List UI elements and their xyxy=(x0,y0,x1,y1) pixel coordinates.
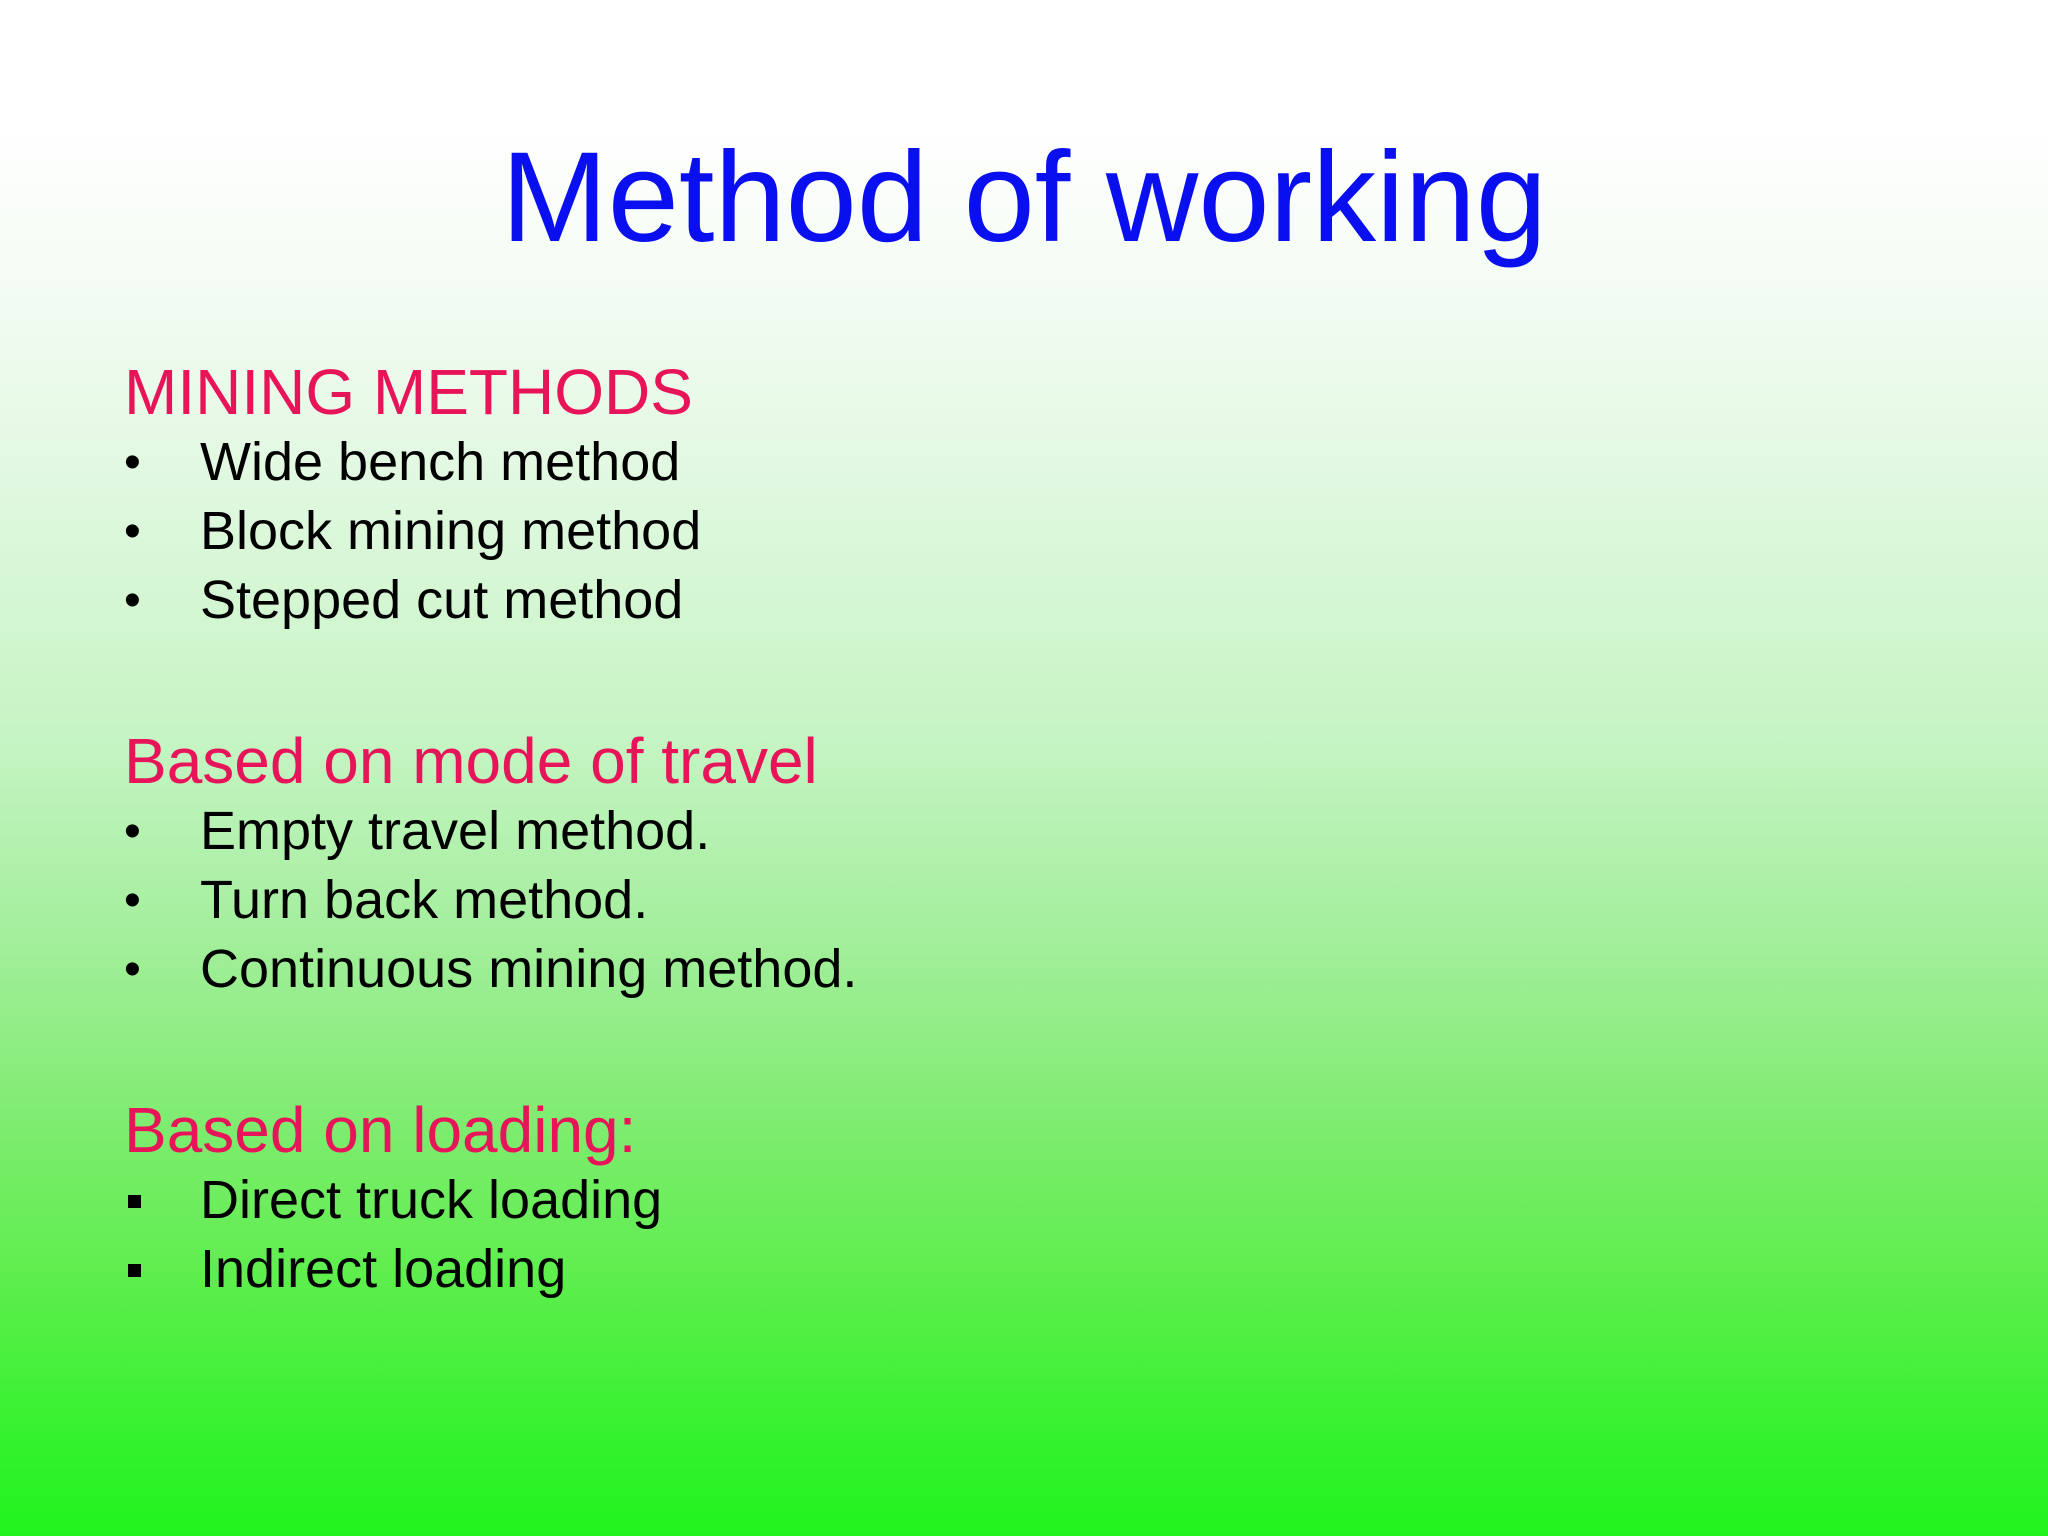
list-item xyxy=(124,797,818,866)
bullet-list xyxy=(124,428,702,635)
list-item xyxy=(124,1235,636,1304)
bullet-dot-icon: • xyxy=(124,436,141,489)
list-item xyxy=(124,497,702,566)
list-item-text: Stepped cut method xyxy=(200,570,684,630)
bullet-dot-icon: • xyxy=(124,874,141,927)
bullet-dot-icon: • xyxy=(124,505,141,558)
bullet-square-icon xyxy=(128,1264,141,1277)
list-item-text: Empty travel method. xyxy=(200,801,711,861)
section-mining-methods xyxy=(124,356,702,635)
list-item xyxy=(124,866,818,935)
slide-title: Method of working xyxy=(501,126,1547,269)
section-heading: Based on mode of travel xyxy=(124,725,818,797)
bullet-dot-icon: • xyxy=(124,574,141,627)
bullet-dot-icon: • xyxy=(124,943,141,996)
section-based-on-loading xyxy=(124,1094,663,1304)
bullet-square-icon xyxy=(128,1195,141,1208)
bullet-list xyxy=(124,1166,663,1304)
section-mode-of-travel xyxy=(124,725,858,1004)
list-item xyxy=(124,566,693,635)
list-item xyxy=(124,1166,663,1235)
list-item-text: Wide bench method xyxy=(200,432,681,492)
list-item xyxy=(124,935,858,1004)
list-item-text: Indirect loading xyxy=(200,1239,567,1299)
list-item-text: Direct truck loading xyxy=(200,1170,663,1230)
section-heading: Based on loading: xyxy=(124,1094,637,1166)
bullet-list xyxy=(124,797,858,1004)
list-item-text: Turn back method. xyxy=(200,870,649,930)
section-heading: MINING METHODS xyxy=(124,356,693,428)
list-item xyxy=(124,428,693,497)
list-item-text: Block mining method xyxy=(200,501,702,561)
bullet-dot-icon: • xyxy=(124,805,141,858)
list-item-text: Continuous mining method. xyxy=(200,939,858,999)
